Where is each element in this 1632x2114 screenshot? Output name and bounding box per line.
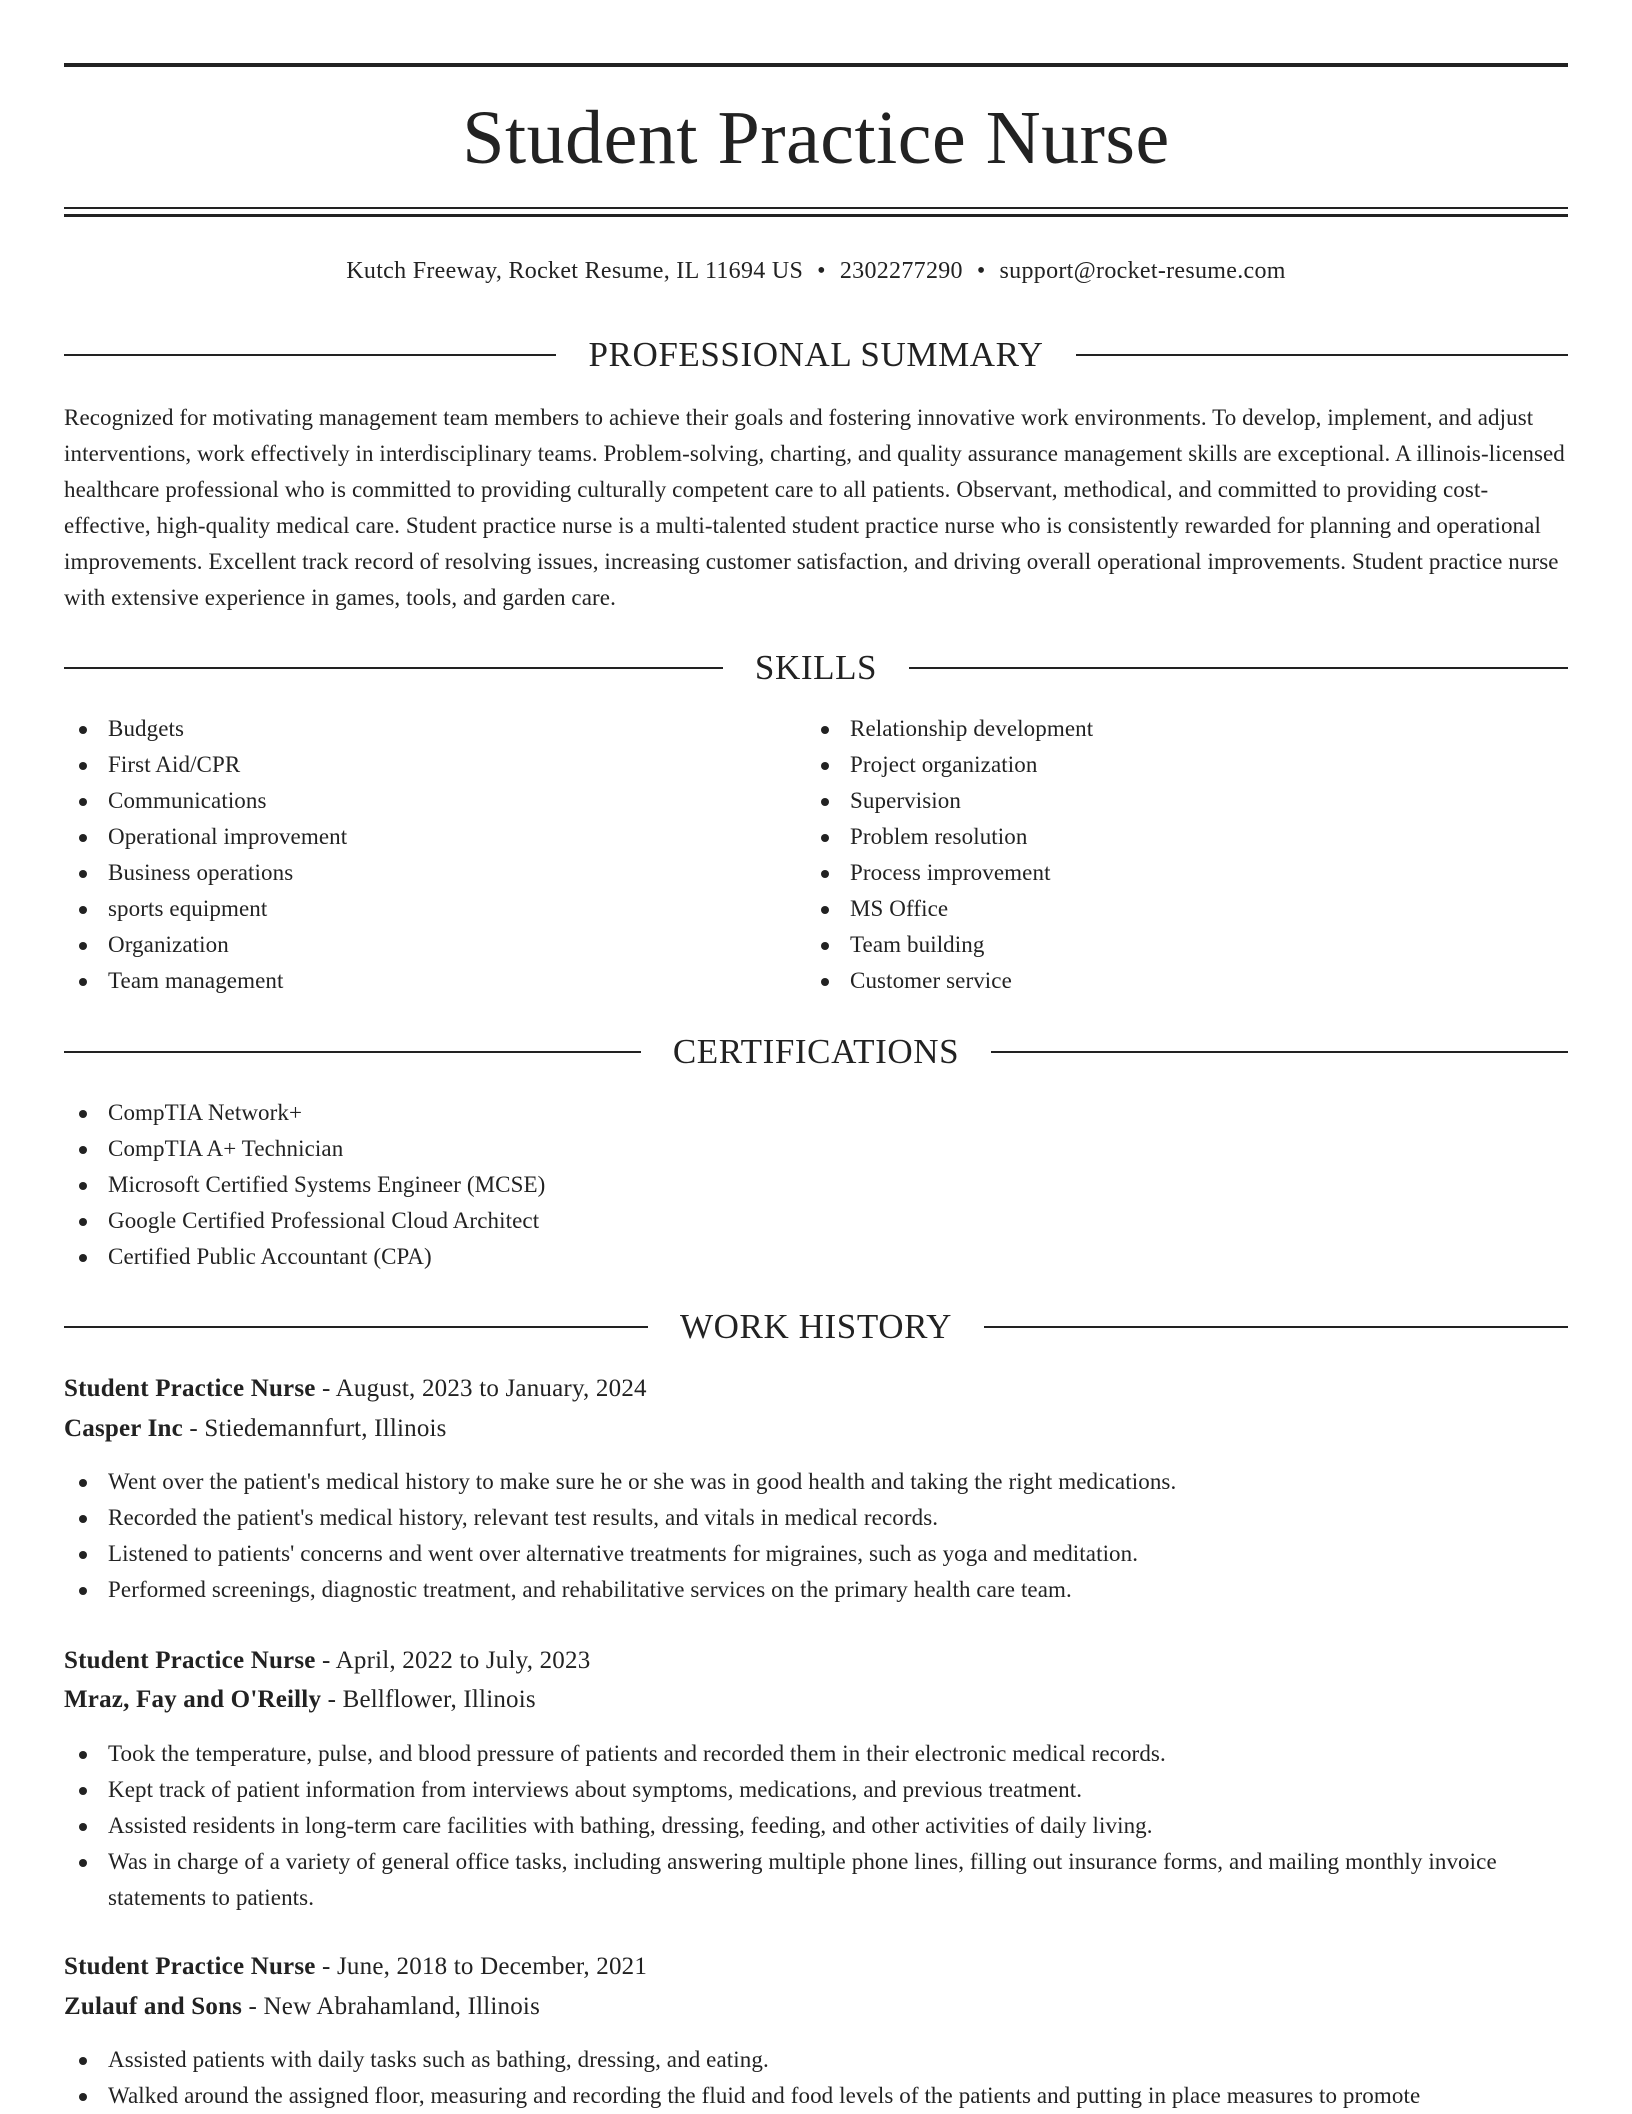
job-duty-item: Assisted residents in long-term care facilities with bathing, dressing, feeding, and other activities of daily living. xyxy=(64,1808,1568,1844)
heading-rule-right xyxy=(909,667,1568,669)
skill-item: Team management xyxy=(64,963,806,999)
skill-item: First Aid/CPR xyxy=(64,747,806,783)
job-dates: - August, 2023 to January, 2024 xyxy=(315,1375,647,1402)
section-heading-certifications xyxy=(64,1034,1568,1069)
job-dates: - June, 2018 to December, 2021 xyxy=(315,1953,648,1980)
job-location: - New Abrahamland, Illinois xyxy=(242,1993,541,2020)
job-duties-list xyxy=(64,1464,1568,1608)
job-duty-item: Recorded the patient's medical history, relevant test results, and vitals in medical records. xyxy=(64,1500,1568,1536)
header-top-rule xyxy=(64,63,1568,67)
heading-rule-left xyxy=(64,354,556,356)
skill-item: Process improvement xyxy=(806,855,1548,891)
heading-rule-right xyxy=(1076,354,1568,356)
summary-text: Recognized for motivating management team members to achieve their goals and fostering innovative work environments. To develop, implement, and adjust interventions, work effectively in interdisciplinary teams. Problem-solving, charting, and quality assurance management skills are exceptional. A illinois-licensed healthcare professional who is committed to providing culturally competent care to all patients. Observant, methodical, and committed to providing cost-effective, high-quality medical care. Student practice nurse is a multi-talented student practice nurse who is consistently rewarded for planning and operational improvements. Excellent track record of resolving issues, increasing customer satisfaction, and driving overall operational improvements. Student practice nurse with extensive experience in games, tools, and garden care. xyxy=(64,405,1565,610)
contact-line xyxy=(64,259,1568,283)
job-duty-item: Kept track of patient information from interviews about symptoms, medications, and previous treatment. xyxy=(64,1772,1568,1808)
contact-address: Kutch Freeway, Rocket Resume, IL 11694 US xyxy=(346,258,804,284)
job-title: Student Practice Nurse xyxy=(64,1647,316,1674)
page-title: Student Practice Nurse xyxy=(462,96,1170,180)
skill-item: Customer service xyxy=(806,963,1548,999)
heading-rule-left xyxy=(64,1326,648,1328)
skill-item: Operational improvement xyxy=(64,819,806,855)
contact-phone: 2302277290 xyxy=(839,258,963,284)
skill-item: Team building xyxy=(806,927,1548,963)
skills-left-column xyxy=(64,711,806,999)
certification-item: CompTIA Network+ xyxy=(64,1095,1568,1131)
job-location: - Stiedemannfurt, Illinois xyxy=(182,1415,447,1442)
heading-rule-right xyxy=(984,1326,1568,1328)
contact-separator: • xyxy=(817,258,826,284)
job-duty-item: Assisted patients with daily tasks such as bathing, dressing, and eating. xyxy=(64,2042,1568,2078)
heading-rule-left xyxy=(64,667,723,669)
job-duty-item: Performed screenings, diagnostic treatment, and rehabilitative services on the primary health care team. xyxy=(64,1572,1568,1608)
heading-rule-left xyxy=(64,1051,641,1053)
contact-email: support@rocket-resume.com xyxy=(999,258,1286,284)
section-title: PROFESSIONAL SUMMARY xyxy=(588,335,1044,374)
job-location: - Bellflower, Illinois xyxy=(321,1686,536,1713)
job-company-line xyxy=(64,1680,536,1720)
job-duties-list xyxy=(64,1736,1568,1916)
job-company-line xyxy=(64,1409,447,1449)
skill-item: Organization xyxy=(64,927,806,963)
skill-item: Budgets xyxy=(64,711,806,747)
skill-item: Communications xyxy=(64,783,806,819)
job-title-line xyxy=(64,1947,647,1987)
skill-item: Supervision xyxy=(806,783,1548,819)
section-title: CERTIFICATIONS xyxy=(672,1032,960,1071)
certification-item: Microsoft Certified Systems Engineer (MCSE) xyxy=(64,1167,1568,1203)
job-dates: - April, 2022 to July, 2023 xyxy=(315,1647,591,1674)
job-title-line xyxy=(64,1369,647,1409)
certification-item: Certified Public Accountant (CPA) xyxy=(64,1239,1568,1275)
skill-item: MS Office xyxy=(806,891,1548,927)
skill-item: Problem resolution xyxy=(806,819,1548,855)
section-heading-summary xyxy=(64,337,1568,372)
certification-item: Google Certified Professional Cloud Architect xyxy=(64,1203,1568,1239)
skill-item: Project organization xyxy=(806,747,1548,783)
job-company: Mraz, Fay and O'Reilly xyxy=(64,1686,322,1713)
section-heading-skills xyxy=(64,650,1568,685)
job-duty-item: Listened to patients' concerns and went over alternative treatments for migraines, such as yoga and meditation. xyxy=(64,1536,1568,1572)
header-rule-upper xyxy=(64,207,1568,209)
job-company: Zulauf and Sons xyxy=(64,1993,243,2020)
job-title-line xyxy=(64,1641,590,1681)
contact-separator: • xyxy=(976,258,986,284)
section-heading-work-history xyxy=(64,1309,1568,1344)
job-duties-list xyxy=(64,2042,1568,2114)
job-duty-item: Was in charge of a variety of general office tasks, including answering multiple phone lines, filling out insurance forms, and mailing monthly invoice statements to patients. xyxy=(64,1844,1568,1916)
job-company: Casper Inc xyxy=(64,1415,183,1442)
skills-right-column xyxy=(806,711,1548,999)
job-company-line xyxy=(64,1987,540,2027)
job-duty-item: Went over the patient's medical history to make sure he or she was in good health and taking the right medications. xyxy=(64,1464,1568,1500)
certification-item: CompTIA A+ Technician xyxy=(64,1131,1568,1167)
section-title: WORK HISTORY xyxy=(680,1307,952,1346)
job-duty-item: Took the temperature, pulse, and blood pressure of patients and recorded them in their electronic medical records. xyxy=(64,1736,1568,1772)
heading-rule-right xyxy=(991,1051,1568,1053)
skill-item: sports equipment xyxy=(64,891,806,927)
header-rule-lower xyxy=(64,214,1568,217)
job-duty-item: Walked around the assigned floor, measuring and recording the fluid and food levels of the patients and putting in place measures to promote xyxy=(64,2078,1568,2114)
skill-item: Relationship development xyxy=(806,711,1548,747)
certifications-list xyxy=(64,1095,1568,1275)
job-title: Student Practice Nurse xyxy=(64,1375,316,1402)
skill-item: Business operations xyxy=(64,855,806,891)
skills-grid xyxy=(64,711,1568,999)
section-title: SKILLS xyxy=(754,648,878,687)
job-title: Student Practice Nurse xyxy=(64,1953,316,1980)
